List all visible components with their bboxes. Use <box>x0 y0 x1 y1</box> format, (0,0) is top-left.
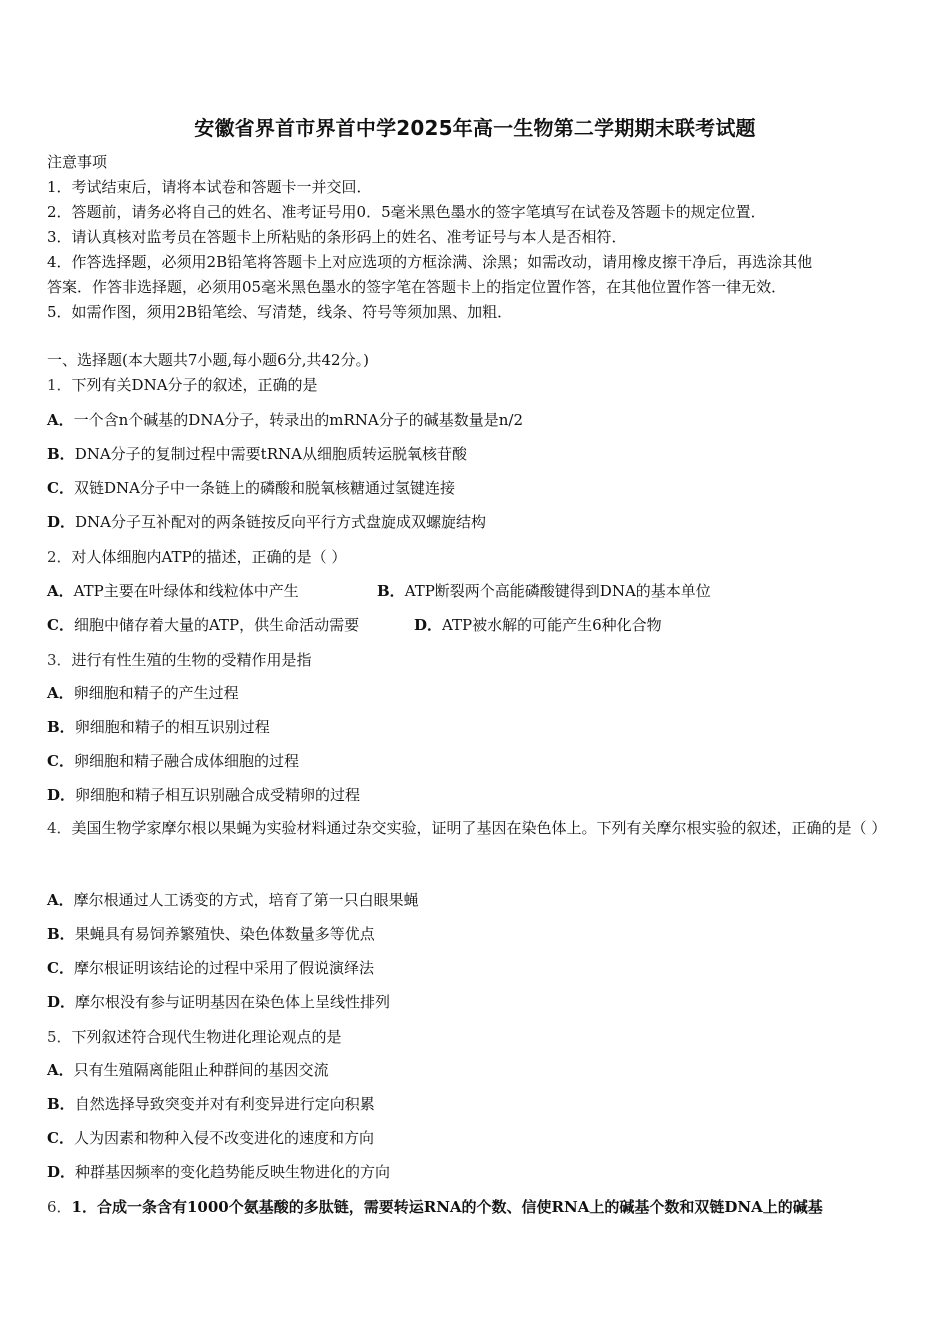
question-stem: 进行有性生殖的生物的受精作用是指 <box>71 651 312 669</box>
option-text: 卵细胞和精子融合成体细胞的过程 <box>73 752 299 770</box>
option-label: A． <box>47 582 74 600</box>
option-label: D． <box>47 1163 76 1181</box>
notice-line: 1．考试结束后，请将本试卷和答题卡一并交回． <box>47 178 372 196</box>
option-text: 卵细胞和精子的相互识别过程 <box>74 718 270 736</box>
question-number: 2． <box>47 548 72 566</box>
option-label: B． <box>47 1095 75 1113</box>
question-number: 1． <box>47 376 72 394</box>
notice-block <box>47 150 907 325</box>
option-1c <box>47 477 455 498</box>
option-label: C． <box>47 479 74 497</box>
option-1d <box>47 511 486 532</box>
question-number: 5． <box>47 1028 72 1046</box>
option-text: 种群基因频率的变化趋势能反映生物进化的方向 <box>75 1163 391 1181</box>
option-4a <box>47 889 419 910</box>
question-number: 6． <box>47 1198 72 1216</box>
notice-line: 2．答题前，请务必将自己的姓名、准考证号用0．5毫米黑色墨水的签字笔填写在试卷及答题卡的规定位置． <box>47 203 766 221</box>
notice-line: 答案．作答非选择题，必须用05毫米黑色墨水的签字笔在答题卡上的指定位置作答，在其他位置作答一律无效． <box>47 278 787 296</box>
option-label: C． <box>47 752 74 770</box>
option-text: 细胞中储存着大量的ATP，供生命活动需要 <box>73 616 360 634</box>
notice-line: 3．请认真核对监考员在答题卡上所粘贴的条形码上的姓名、准考证号与本人是否相符． <box>47 228 627 246</box>
option-label: D． <box>414 616 443 634</box>
question-5 <box>47 1026 342 1047</box>
option-text: DNA分子互补配对的两条链按反向平行方式盘旋成双螺旋结构 <box>75 513 487 531</box>
option-2c <box>47 614 359 635</box>
question-number: 4． <box>47 819 72 837</box>
option-text: 摩尔根证明该结论的过程中采用了假说演绎法 <box>73 959 374 977</box>
question-stem: 1．合成一条含有1000个氨基酸的多肽链，需要转运RNA的个数、信使RNA上的碱基个数和双链DNA上的碱基 <box>71 1198 823 1216</box>
option-text: 摩尔根通过人工诱变的方式，培育了第一只白眼果蝇 <box>73 891 419 909</box>
option-text: DNA分子的复制过程中需要tRNA从细胞质转运脱氧核苷酸 <box>74 445 467 463</box>
option-label: B． <box>47 925 75 943</box>
option-label: C． <box>47 1129 74 1147</box>
notice-heading: 注意事项 <box>47 153 108 171</box>
option-text: 只有生殖隔离能阻止种群间的基因交流 <box>73 1061 329 1079</box>
option-text: 双链DNA分子中一条链上的磷酸和脱氧核糖通过氢键连接 <box>73 479 455 497</box>
question-stem: 对人体细胞内ATP的描述，正确的是（ ） <box>71 548 347 566</box>
option-4c <box>47 957 374 978</box>
option-text: 一个含n个碱基的DNA分子，转录出的mRNA分子的碱基数量是n/2 <box>73 411 524 429</box>
question-stem: 下列叙述符合现代生物进化理论观点的是 <box>71 1028 342 1046</box>
option-label: D． <box>47 993 76 1011</box>
option-text: 自然选择导致突变并对有利变异进行定向积累 <box>74 1095 375 1113</box>
page-title: 安徽省界首市界首中学2025年高一生物第二学期期末联考试题 <box>194 116 756 140</box>
option-5b <box>47 1093 375 1114</box>
option-label: C． <box>47 959 74 977</box>
option-5a <box>47 1059 329 1080</box>
question-6 <box>47 1196 907 1217</box>
notice-line: 4．作答选择题，必须用2B铅笔将答题卡上对应选项的方框涂满、涂黑；如需改动，请用橡皮擦干净后，再选涂其他 <box>47 253 813 271</box>
option-label: A． <box>47 684 74 702</box>
option-text: 果蝇具有易饲养繁殖快、染色体数量多等优点 <box>74 925 375 943</box>
question-number: 3． <box>47 651 72 669</box>
option-text: 人为因素和物种入侵不改变进化的速度和方向 <box>73 1129 374 1147</box>
option-label: A． <box>47 891 74 909</box>
option-label: A． <box>47 1061 74 1079</box>
option-1b <box>47 443 467 464</box>
option-5c <box>47 1127 374 1148</box>
option-text: ATP主要在叶绿体和线粒体中产生 <box>73 582 299 600</box>
notice-line: 5．如需作图，须用2B铅笔绘、写清楚，线条、符号等须加黑、加粗． <box>47 303 513 321</box>
option-label: A． <box>47 411 74 429</box>
section-heading: 一、选择题(本大题共7小题,每小题6分,共42分。) <box>47 351 369 369</box>
option-3c <box>47 750 299 771</box>
option-text: 摩尔根没有参与证明基因在染色体上呈线性排列 <box>75 993 391 1011</box>
option-3a <box>47 682 239 703</box>
question-1 <box>47 374 318 395</box>
question-3 <box>47 649 312 670</box>
question-4 <box>47 810 907 846</box>
option-2b <box>377 580 711 601</box>
option-4b <box>47 923 375 944</box>
option-label: B． <box>47 445 75 463</box>
option-text: 卵细胞和精子相互识别融合成受精卵的过程 <box>75 786 361 804</box>
option-2d <box>414 614 662 635</box>
question-stem: 下列有关DNA分子的叙述，正确的是 <box>71 376 318 394</box>
option-text: 卵细胞和精子的产生过程 <box>73 684 239 702</box>
question-stem: 美国生物学家摩尔根以果蝇为实验材料通过杂交实验，证明了基因在染色体上。下列有关摩尔根实验的叙述，正确的是（ ） <box>71 819 887 837</box>
question-2 <box>47 546 346 567</box>
option-2a <box>47 580 299 601</box>
option-label: D． <box>47 786 76 804</box>
option-label: D． <box>47 513 76 531</box>
option-text: ATP断裂两个高能磷酸键得到DNA的基本单位 <box>404 582 711 600</box>
option-5d <box>47 1161 390 1182</box>
option-4d <box>47 991 390 1012</box>
option-text: ATP被水解的可能产生6种化合物 <box>442 616 662 634</box>
option-1a <box>47 409 523 430</box>
option-3b <box>47 716 270 737</box>
option-label: B． <box>47 718 75 736</box>
option-label: C． <box>47 616 74 634</box>
option-3d <box>47 784 360 805</box>
option-label: B． <box>377 582 405 600</box>
